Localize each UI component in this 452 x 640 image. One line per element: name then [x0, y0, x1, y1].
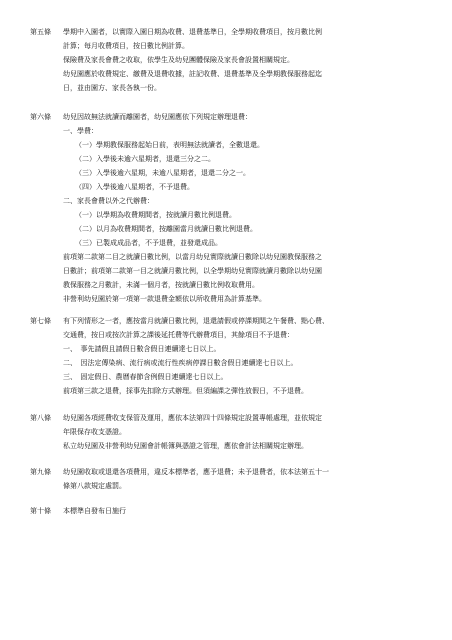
list-heading: 二、家長會費以外之代辦費： — [63, 197, 154, 205]
text-line: 年限保存收支憑證。 — [63, 428, 126, 436]
text-line: 幼兒園各項經費收支保管及運用，應依本法第四十四條規定設置專帳處理，並依規定 — [63, 414, 322, 422]
article-number: 第九條 — [30, 468, 51, 476]
list-item: （一）以學期為收費期間者，按就讀月數比例退費。 — [75, 211, 236, 219]
text-line: 幼兒園收取或退還各項費用，違反本標準者，應予退費；未予退費者，依本法第五十一 — [63, 468, 329, 476]
list-item: （三）入學後逾六星期，未逾八星期者，退還二分之一。 — [75, 169, 250, 177]
article-number: 第七條 — [30, 317, 51, 325]
text-line: 學期中入園者，以實際入園日期為收費、退費基準日，全學期收費項目，按月數比例 — [63, 28, 322, 36]
list-item: 二、 因法定傳染病、流行病或流行性疾病停課日數含假日連續達七日以上。 — [63, 359, 298, 367]
text-line: 幼兒園應於收費規定、繳費及退費收據，註記收費、退費基準及全學期教保服務起迄 — [63, 70, 322, 78]
list-item: （三）已製成成品者，不予退費，並發還成品。 — [75, 239, 222, 247]
list-item: 三、 固定假日、農曆春節含例假日連續達七日以上。 — [63, 373, 228, 381]
text-line: 保險費及家長會費之收取，依學生及幼兒團體保險及家長會設置相關規定。 — [63, 56, 294, 64]
article-body — [63, 411, 422, 453]
text-line: 本標準自發布日施行 — [63, 507, 126, 515]
article-number: 第八條 — [30, 414, 51, 422]
list-item: （二）以月為收費期間者，按離園當月就讀日數比例退費。 — [75, 225, 257, 233]
article-body — [63, 110, 422, 306]
list-heading: 一、學費： — [63, 127, 98, 135]
text-line: 條第八款規定處罰。 — [63, 482, 126, 490]
text-line: 日，並由園方、家長各執一份。 — [63, 84, 161, 92]
text-line: 前項第三款之退費，採事先扣除方式辦理。但須編課之彈性放假日，不予退費。 — [63, 387, 308, 395]
list-item: （四）入學後逾八星期者，不予退費。 — [75, 183, 194, 191]
article-number: 第十條 — [30, 507, 51, 515]
text-line: 教保服務之月數計，未滿一個月者，按就讀日數比例收取費用。 — [63, 281, 259, 289]
list-item: 一、 事先請假且請假日數含假日連續達七日以上。 — [63, 345, 221, 353]
article-number: 第六條 — [30, 113, 51, 121]
article-body — [63, 314, 422, 398]
text-line: 非營利幼兒園於第一項第一款退費金額依以所收費用為計算基準。 — [63, 295, 266, 303]
text-line: 交通費，按日或按次計算之課後延托費等代辦費項目，其餘項目不予退費： — [63, 331, 294, 339]
article-number: 第五條 — [30, 28, 51, 36]
list-item: （一）學期教保服務起始日前，表明無法就讀者，全數退還。 — [75, 141, 264, 149]
text-line: 計算；每月收費項目，按日數比例計算。 — [63, 42, 189, 50]
text-line: 日數計；前項第二款第一目之就讀月數比例，以全學期幼兒實際就讀月數除以幼兒園 — [63, 267, 322, 275]
article-body — [63, 465, 422, 493]
list-item: （二）入學後未逾六星期者，退還三分之二。 — [75, 155, 215, 163]
text-line: 前項第二款第二目之就讀日數比例，以當月幼兒實際就讀日數除以幼兒園教保服務之 — [63, 253, 322, 261]
text-line: 幼兒因故無法就讀而離園者，幼兒園應依下列規定辦理退費： — [63, 113, 252, 121]
text-line: 私立幼兒園及非營利幼兒園會計帳簿與憑證之管理，應依會計法相關規定辦理。 — [63, 442, 308, 450]
text-line: 有下列情形之一者，應按當月就讀日數比例，退還請假或停課期間之午餐費、點心費、 — [63, 317, 329, 325]
article-body — [63, 504, 422, 518]
article-body — [63, 25, 422, 95]
